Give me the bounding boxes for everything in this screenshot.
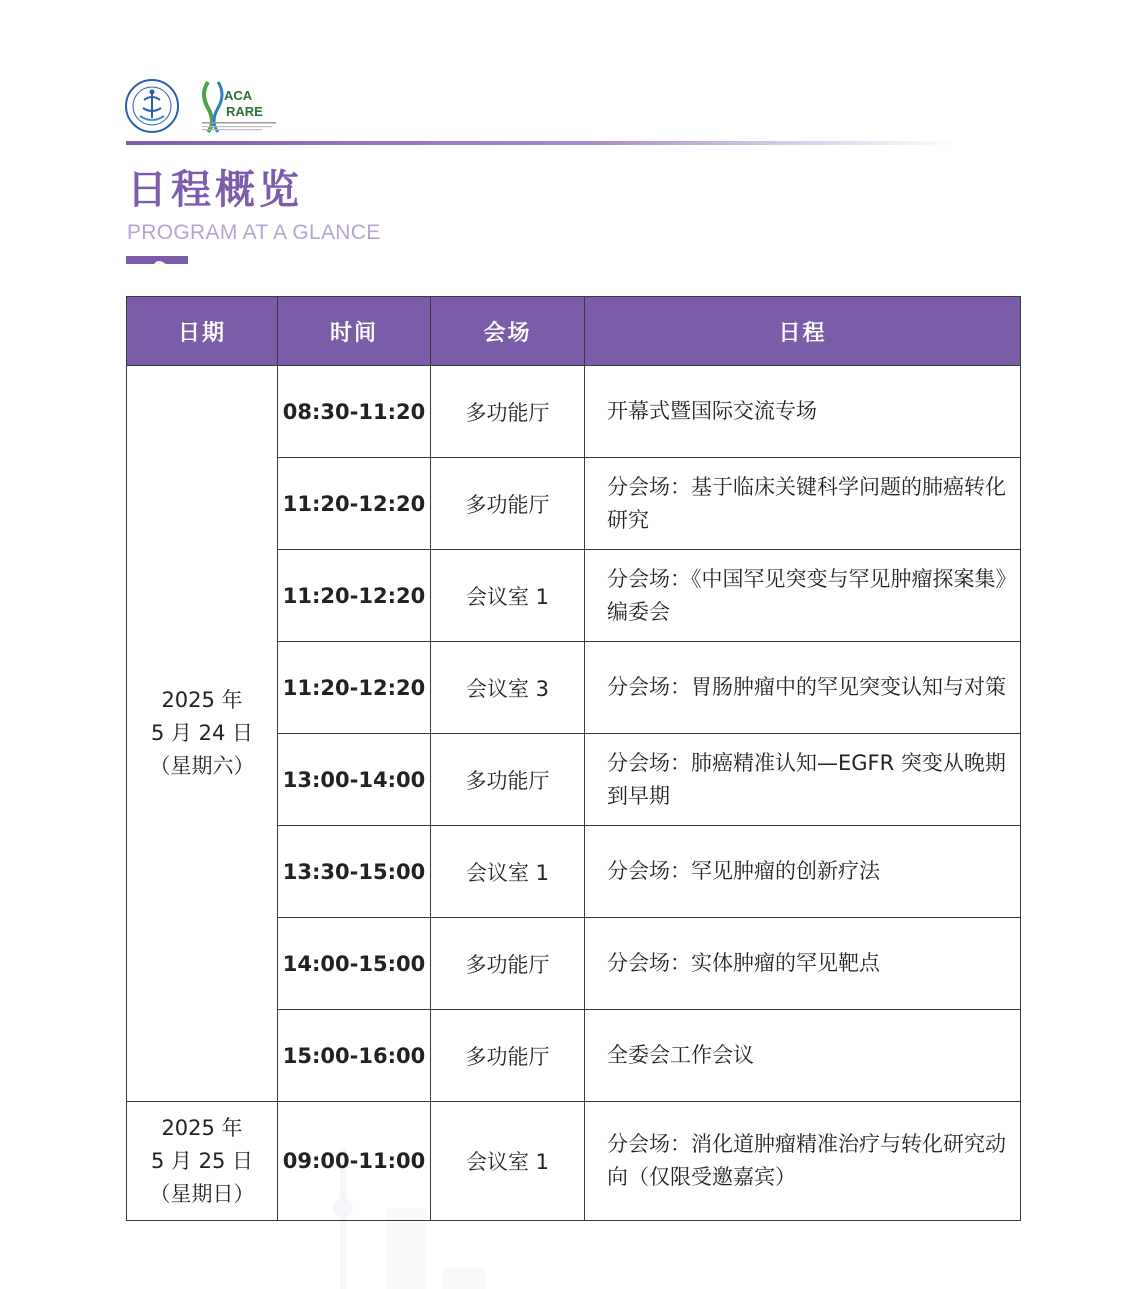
caca-rare-logo-icon	[196, 74, 280, 138]
date-weekday: （星期日）	[149, 1181, 255, 1206]
agenda-cell: 分会场：胃肠肿瘤中的罕见突变认知与对策	[585, 642, 1021, 734]
svg-text:ACA: ACA	[224, 88, 253, 103]
agenda-cell: 全委会工作会议	[585, 1010, 1021, 1102]
header-agenda: 日程	[585, 297, 1021, 366]
date-monthday: 5 月 24 日	[150, 721, 254, 745]
agenda-cell: 分会场：罕见肿瘤的创新疗法	[585, 826, 1021, 918]
time-cell: 14:00-15:00	[278, 918, 431, 1010]
venue-cell: 多功能厅	[431, 458, 585, 550]
header-time: 时间	[278, 297, 431, 366]
title-underline-decoration	[126, 256, 188, 264]
table-row	[127, 1102, 1021, 1221]
page-subtitle: PROGRAM AT A GLANCE	[127, 221, 381, 244]
header-date: 日期	[127, 297, 278, 366]
time-cell: 08:30-11:20	[278, 366, 431, 458]
date-cell-day2	[127, 1102, 278, 1221]
time-cell: 13:00-14:00	[278, 734, 431, 826]
time-cell: 09:00-11:00	[278, 1102, 431, 1221]
table-header-row	[127, 297, 1021, 366]
venue-cell: 多功能厅	[431, 1010, 585, 1102]
agenda-cell: 开幕式暨国际交流专场	[585, 366, 1021, 458]
date-year: 2025 年	[161, 1115, 243, 1140]
date-monthday: 5 月 25 日	[150, 1148, 254, 1173]
header-venue: 会场	[431, 297, 585, 366]
venue-cell: 会议室 3	[431, 642, 585, 734]
page-title: 日程概览	[127, 167, 303, 213]
date-cell-day1	[127, 366, 278, 1102]
venue-cell: 会议室 1	[431, 550, 585, 642]
date-year: 2025 年	[161, 688, 243, 712]
time-cell: 11:20-12:20	[278, 458, 431, 550]
table-row	[127, 366, 1021, 458]
time-cell: 13:30-15:00	[278, 826, 431, 918]
time-cell: 15:00-16:00	[278, 1010, 431, 1102]
caa-logo-icon	[124, 78, 180, 134]
agenda-cell: 分会场：《中国罕见突变与罕见肿瘤探案集》编委会	[585, 550, 1021, 642]
venue-cell: 多功能厅	[431, 734, 585, 826]
venue-cell: 会议室 1	[431, 1102, 585, 1221]
venue-cell: 多功能厅	[431, 918, 585, 1010]
agenda-cell: 分会场：消化道肿瘤精准治疗与转化研究动向（仅限受邀嘉宾）	[585, 1102, 1021, 1221]
venue-cell: 会议室 1	[431, 826, 585, 918]
date-weekday: （星期六）	[149, 754, 255, 778]
agenda-cell: 分会场：基于临床关键科学问题的肺癌转化研究	[585, 458, 1021, 550]
venue-cell: 多功能厅	[431, 366, 585, 458]
svg-text:RARE: RARE	[226, 104, 263, 119]
time-cell: 11:20-12:20	[278, 642, 431, 734]
agenda-cell: 分会场：肺癌精准认知—EGFR 突变从晚期到早期	[585, 734, 1021, 826]
agenda-cell: 分会场：实体肿瘤的罕见靶点	[585, 918, 1021, 1010]
header-divider	[126, 141, 956, 145]
time-cell: 11:20-12:20	[278, 550, 431, 642]
schedule-table	[126, 296, 1021, 1221]
